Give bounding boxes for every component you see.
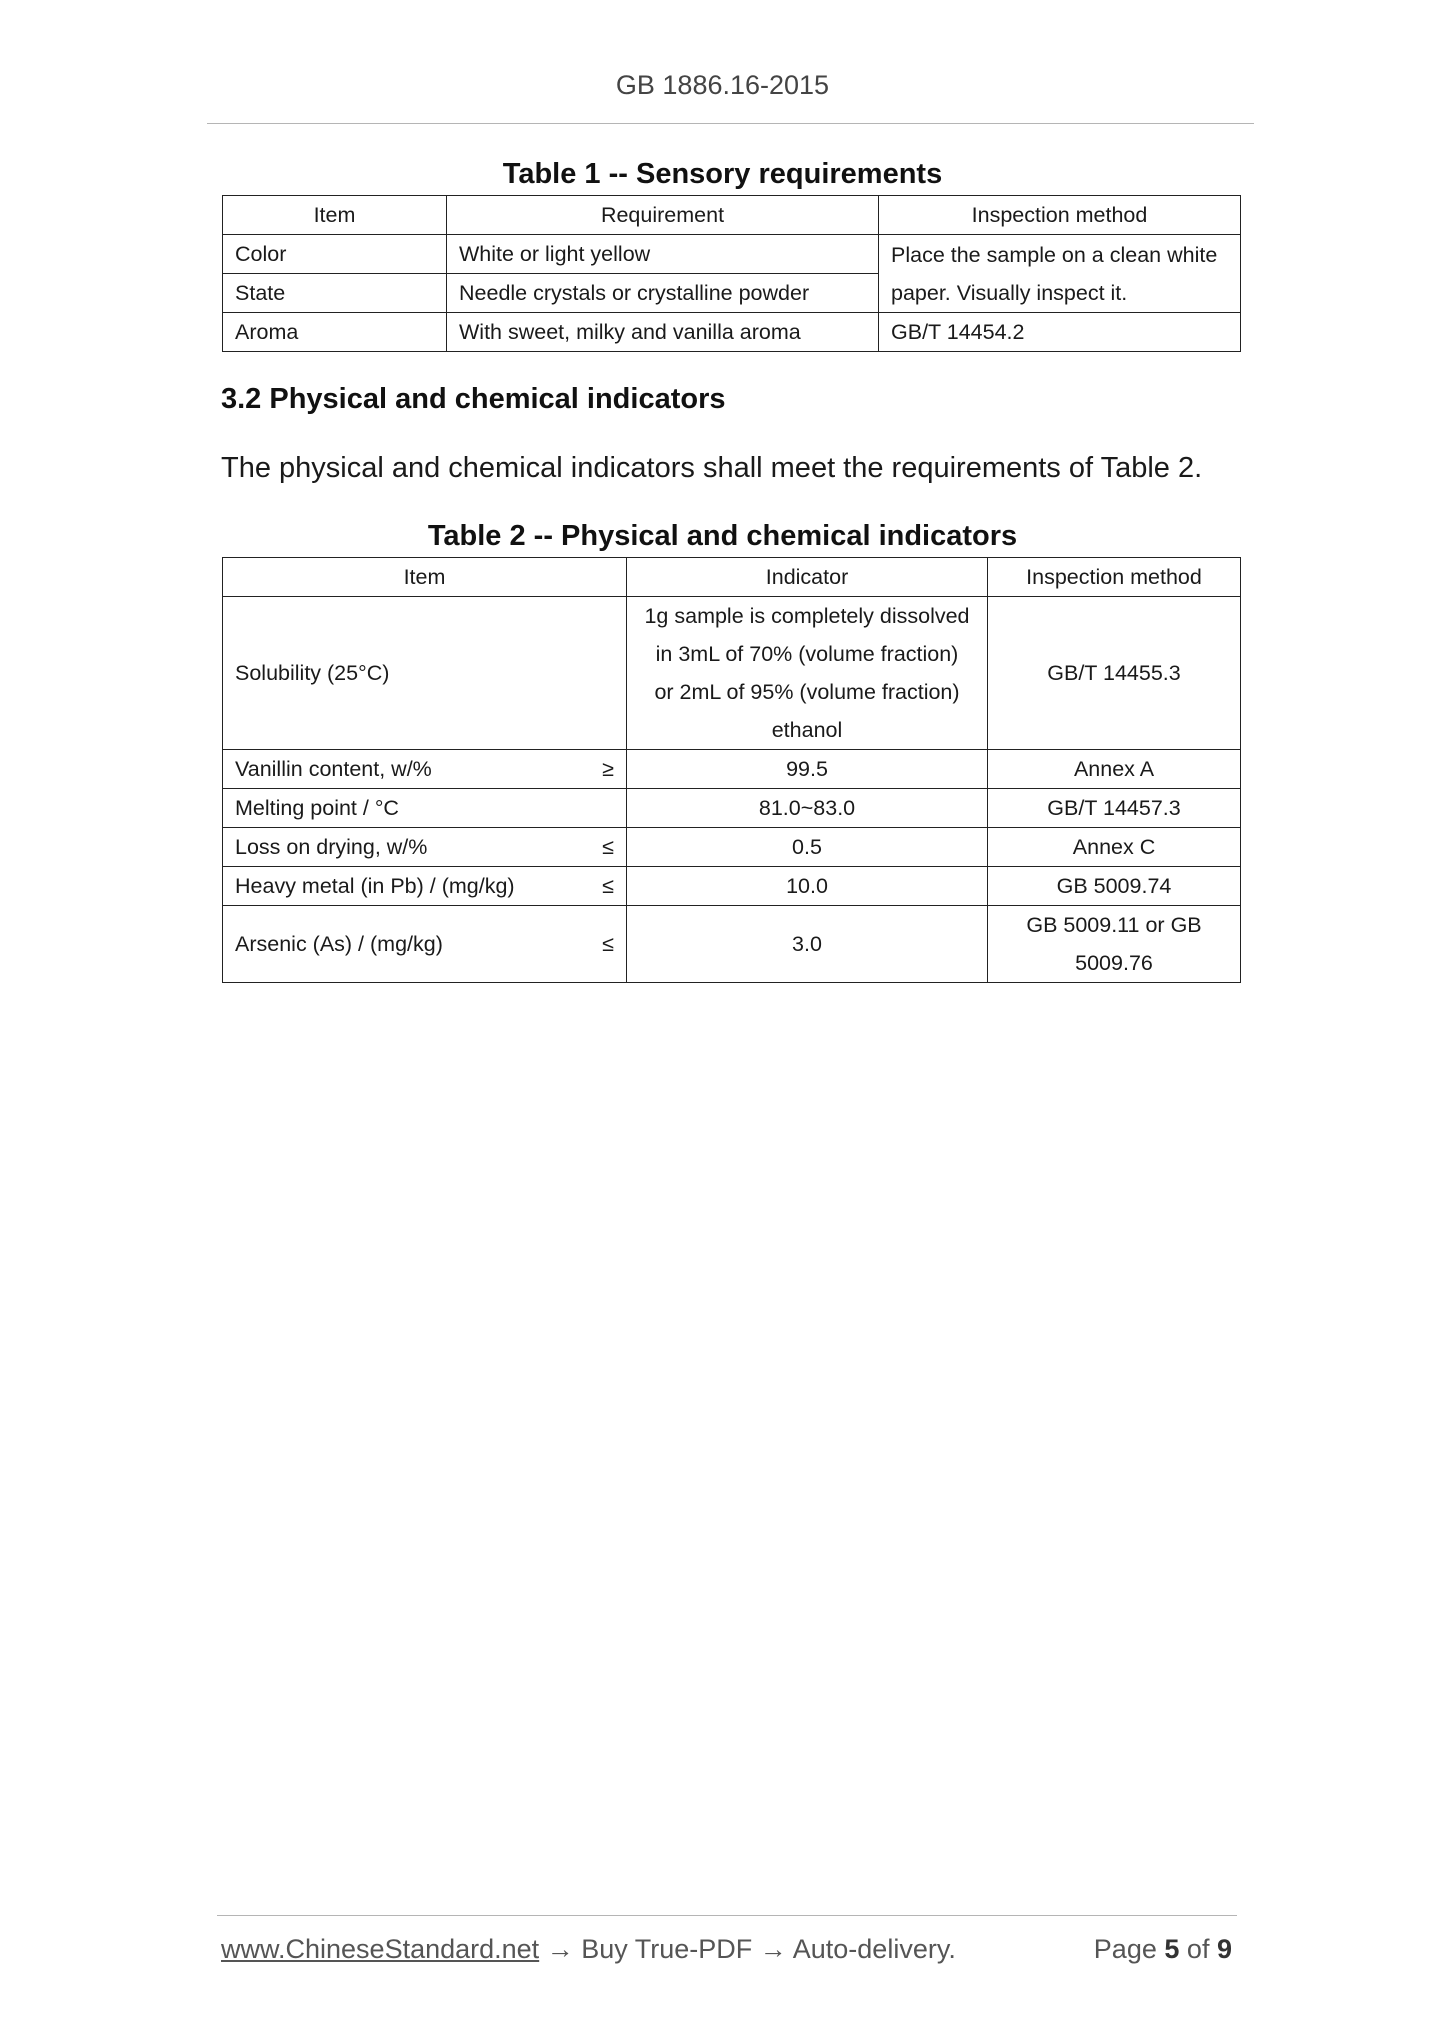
cell-item: Solubility (25°C)	[223, 597, 627, 750]
cell-requirement: Needle crystals or crystalline powder	[447, 274, 879, 313]
cell-item	[223, 867, 627, 906]
table-header-row	[223, 558, 1241, 597]
header-item: Item	[223, 558, 627, 597]
cell-indicator	[627, 597, 988, 750]
page-label: Page	[1093, 1934, 1157, 1964]
cell-inspection-method: GB/T 14454.2	[879, 313, 1241, 352]
footer-tagline: → Buy True-PDF → Auto-delivery.	[546, 1934, 956, 1964]
cell-item: Melting point / °C	[223, 789, 627, 828]
indicator-line: or 2mL of 95% (volume fraction)	[654, 680, 960, 704]
table-row	[223, 597, 1241, 750]
cell-inspection-method: GB/T 14457.3	[988, 789, 1241, 828]
comparison-symbol: ≤	[602, 932, 614, 956]
cell-indicator: 3.0	[627, 906, 988, 983]
indicator-line: ethanol	[771, 718, 843, 742]
table-row	[223, 750, 1241, 789]
header-item: Item	[223, 196, 447, 235]
document-code-header: GB 1886.16-2015	[615, 70, 830, 100]
section-heading: 3.2 Physical and chemical indicators	[221, 383, 726, 415]
physical-chemical-indicators-table	[222, 557, 1241, 983]
cell-item	[223, 750, 627, 789]
header-divider	[207, 123, 1254, 124]
indicator-line: 1g sample is completely dissolved	[644, 604, 970, 628]
table-row	[223, 789, 1241, 828]
item-label: Heavy metal (in Pb) / (mg/kg)	[235, 874, 515, 898]
cell-inspection-method	[988, 906, 1241, 983]
cell-item: State	[223, 274, 447, 313]
comparison-symbol: ≥	[602, 757, 614, 781]
page-indicator	[1094, 1934, 1232, 1965]
cell-item: Color	[223, 235, 447, 274]
item-label: Arsenic (As) / (mg/kg)	[235, 932, 443, 956]
item-label: Vanillin content, w/%	[235, 757, 432, 781]
cell-requirement: With sweet, milky and vanilla aroma	[447, 313, 879, 352]
footer-divider	[217, 1915, 1237, 1916]
cell-inspection-method	[879, 235, 1241, 313]
cell-indicator: 99.5	[627, 750, 988, 789]
method-line: Place the sample on a clean white	[891, 242, 1218, 267]
comparison-symbol: ≤	[602, 874, 614, 898]
cell-inspection-method: GB/T 14455.3	[988, 597, 1241, 750]
table-row	[223, 235, 1241, 274]
header-inspection-method: Inspection method	[879, 196, 1241, 235]
table2-caption: Table 2 -- Physical and chemical indicators	[427, 520, 1018, 552]
table-header-row	[223, 196, 1241, 235]
item-label: Loss on drying, w/%	[235, 835, 428, 859]
method-line: 5009.76	[1075, 951, 1153, 975]
method-line: paper. Visually inspect it.	[891, 280, 1128, 305]
cell-inspection-method: Annex C	[988, 828, 1241, 867]
comparison-symbol: ≤	[602, 835, 614, 859]
cell-indicator: 81.0~83.0	[627, 789, 988, 828]
website-link[interactable]: www.ChineseStandard.net	[221, 1934, 540, 1964]
page-of: of	[1186, 1934, 1210, 1964]
cell-inspection-method: Annex A	[988, 750, 1241, 789]
cell-item	[223, 906, 627, 983]
method-line: GB 5009.11 or GB	[1026, 913, 1202, 937]
table1-caption: Table 1 -- Sensory requirements	[502, 158, 943, 190]
cell-requirement: White or light yellow	[447, 235, 879, 274]
table-row	[223, 313, 1241, 352]
page-total: 9	[1216, 1934, 1232, 1964]
page-current: 5	[1164, 1934, 1180, 1964]
header-inspection-method: Inspection method	[988, 558, 1241, 597]
sensory-requirements-table	[222, 195, 1241, 352]
cell-indicator: 0.5	[627, 828, 988, 867]
table-row	[223, 828, 1241, 867]
section-paragraph: The physical and chemical indicators shall meet the requirements of Table 2.	[221, 452, 1203, 484]
table-row	[223, 867, 1241, 906]
footer-promo	[221, 1934, 956, 1965]
header-indicator: Indicator	[627, 558, 988, 597]
cell-item: Aroma	[223, 313, 447, 352]
cell-item	[223, 828, 627, 867]
cell-indicator: 10.0	[627, 867, 988, 906]
cell-inspection-method: GB 5009.74	[988, 867, 1241, 906]
header-requirement: Requirement	[447, 196, 879, 235]
indicator-line: in 3mL of 70% (volume fraction)	[655, 642, 959, 666]
table-row	[223, 906, 1241, 983]
